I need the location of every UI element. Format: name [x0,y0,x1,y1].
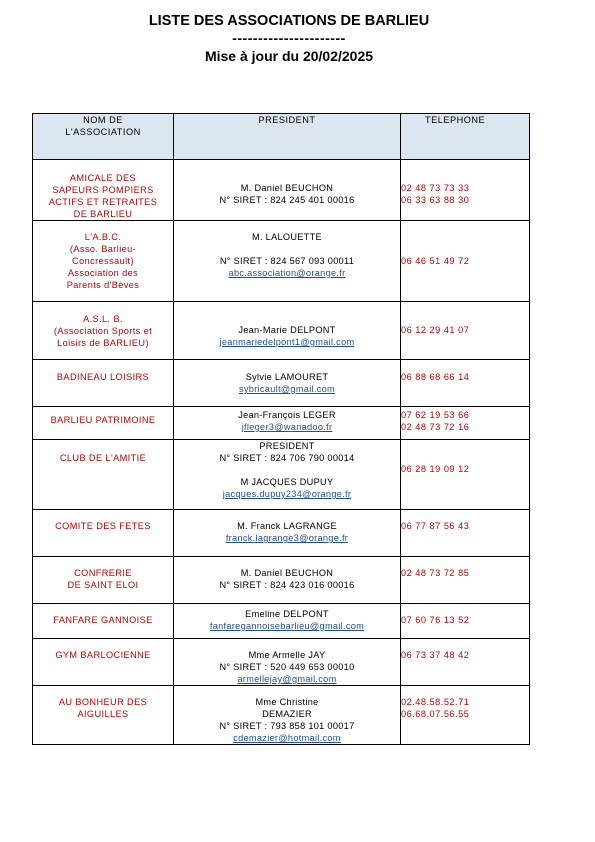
table-row [33,221,530,302]
phone-number: 02 48 73 72 16 [401,422,470,432]
siret-number: N° SIRET : 824 245 401 00016 [219,195,355,205]
president-name: Mme Christine [255,697,319,707]
association-name-line: BARLIEU PATRIMOINE [50,415,156,425]
president-info [174,221,401,302]
association-name [33,686,174,745]
spacer [174,243,400,255]
president-info [174,360,401,407]
document-title: LISTE DES ASSOCIATIONS DE BARLIEU [148,13,430,29]
telephone-numbers [401,510,530,557]
siret-number: N° SIRET : 824 423 016 00016 [219,580,355,590]
president-name: M. Daniel BEUCHON [240,183,334,193]
telephone-numbers [401,604,530,639]
telephone-numbers [401,639,530,686]
president-info [174,686,401,745]
phone-number: 06 77 87 56 43 [401,521,470,531]
association-name-line: AU BONHEUR DES [58,697,148,707]
email-link[interactable]: franck.lagrange3@orange.fr [225,533,349,543]
email-link[interactable]: jacques.dupuy234@orange.fr [222,489,352,499]
association-name [33,360,174,407]
association-name-line: Parents d'Bèves [66,280,140,290]
telephone-numbers [401,407,530,440]
telephone-numbers [401,160,530,221]
email-link[interactable]: sybricault@gmail.com [239,384,335,394]
phone-number: 07 60 76 13 52 [401,615,470,625]
telephone-numbers [401,360,530,407]
president-info [174,604,401,639]
association-name-line: BADINEAU LOISIRS [56,372,150,382]
phone-number: 02 48 73 73 33 [401,183,470,193]
update-date: Mise à jour du 20/02/2025 [204,48,374,64]
phone-number: 06 33 63 88 30 [401,195,470,205]
phone-number: 02 48 73 72 85 [401,568,470,578]
telephone-numbers [401,221,530,302]
president-name: Sylvie LAMOURET [245,372,329,382]
email-link[interactable]: abc.association@orange.fr [228,268,346,278]
president-name: Jean-François LEGER [238,410,336,420]
president-name: DEMAZIER [262,709,312,719]
siret-number: N° SIRET : 520 449 653 00010 [219,662,355,672]
siret-number: N° SIRET : 824 567 093 00011 [219,256,355,266]
association-name-line: DE SAINT ELOI [67,580,139,590]
association-name [33,557,174,604]
table-row [33,686,530,745]
association-name [33,639,174,686]
association-name-line: FANFARE GANNOISE [53,615,153,625]
president-info [174,407,401,440]
email-link[interactable]: jfleger3@wanadoo.fr [241,422,333,432]
document-header [0,12,578,67]
column-header-name [33,114,174,160]
association-name-line: Association des [67,268,139,278]
association-name [33,160,174,221]
association-name-line: COMITE DES FETES [55,521,151,531]
email-link[interactable]: armellejay@gmail.com [237,674,337,684]
table-row [33,440,530,510]
phone-number: 07 62 19 53 66 [401,410,470,420]
association-name-line: CONFRERIE [74,568,132,578]
association-name-line: (Association Sports et [53,326,153,336]
president-info [174,639,401,686]
association-name-line: DE BARLIEU [73,209,133,219]
table-body [33,160,530,745]
association-name [33,221,174,302]
association-name [33,604,174,639]
president-name: Jean-Marie DELPONT [238,325,336,335]
telephone-numbers [401,302,530,360]
association-name [33,407,174,440]
email-link[interactable]: jeanmariedelpont1@gmail.com [219,337,355,347]
president-info [174,440,401,510]
president-name: M. Franck LAGRANGE [237,521,337,531]
column-header-name-line: NOM DE [83,115,123,125]
column-header-telephone: TELEPHONE [401,114,530,160]
table-row [33,302,530,360]
association-name-line: ACTIFS ET RETRAITES [48,197,158,207]
association-name-line: GYM BARLOCIENNE [55,650,151,660]
siret-number: N° SIRET : 793 858 101 00017 [219,721,355,731]
president-name: PRESIDENT [259,441,315,451]
association-name [33,440,174,510]
president-info [174,510,401,557]
association-name-line: Concressault) [72,256,134,266]
email-link[interactable]: fanfaregannoisebarlieu@gmail.com [209,621,365,631]
president-info [174,160,401,221]
president-name: M. Daniel BEUCHON [240,568,334,578]
phone-number: 06 12 29 41 07 [401,325,470,335]
association-name [33,510,174,557]
president-info [174,557,401,604]
association-name-line: L'A.B.C. [84,232,122,242]
association-name-line: (Asso. Barlieu- [69,244,137,254]
column-header-name-line: L'ASSOCIATION [65,127,141,137]
table-row [33,639,530,686]
president-name: Emeline DELPONT [245,609,329,619]
table-header-row [33,114,530,160]
phone-number: 06 46 51 49 72 [401,256,470,266]
title-rule: ---------------------- [232,30,346,46]
table-row [33,557,530,604]
table-row [33,407,530,440]
table-row [33,360,530,407]
president-name: M JACQUES DUPUY [240,477,334,487]
table-row [33,604,530,639]
telephone-numbers [401,686,530,745]
phone-number: 06.68.07.56.55 [401,709,470,719]
president-info [174,302,401,360]
association-name-line: AMICALE DES [69,173,137,183]
association-name-line: AIGUILLES [77,709,129,719]
phone-number: 02.48.58.52.71 [401,697,470,707]
column-header-president: PRESIDENT [174,114,401,160]
telephone-numbers [401,557,530,604]
spacer [174,464,400,476]
email-link[interactable]: cdemazier@hotmail.com [233,733,341,743]
association-name-line: A.S.L. B. [83,314,123,324]
table-row [33,160,530,221]
associations-table [32,113,530,745]
president-name: Mme Armelle JAY [248,650,326,660]
phone-number: 06 28 19 09 12 [401,464,470,474]
association-name-line: SAPEURS POMPIERS [52,185,154,195]
president-name: M. LALOUETTE [252,232,322,242]
telephone-numbers [401,440,530,510]
association-name-line: CLUB DE L'AMITIE [59,453,147,463]
association-name-line: Loisirs de BARLIEU) [57,338,149,348]
siret-number: N° SIRET : 824 706 790 00014 [219,453,355,463]
phone-number: 06 88 68 66 14 [401,372,470,382]
association-name [33,302,174,360]
table-row [33,510,530,557]
phone-number: 06 73 37 48 42 [401,650,470,660]
